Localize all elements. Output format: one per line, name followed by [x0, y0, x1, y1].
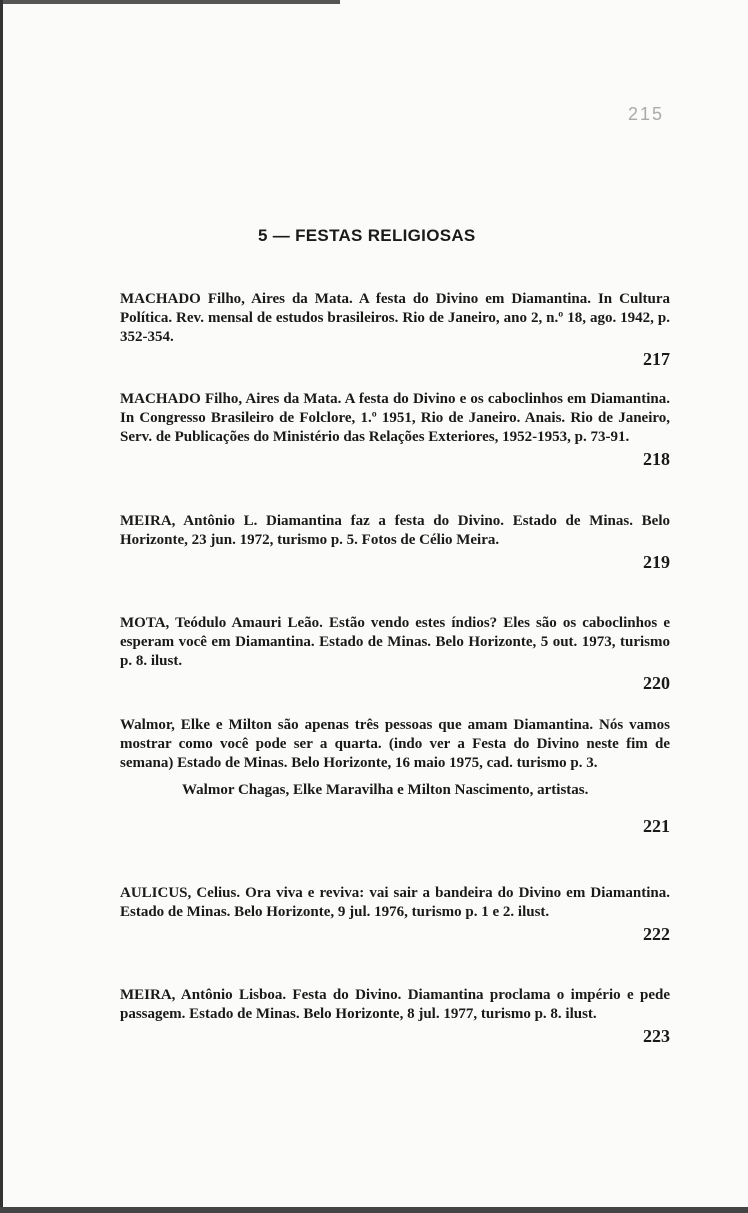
page-number: 215 [628, 104, 665, 124]
section-title: 5 — FESTAS RELIGIOSAS [258, 226, 476, 245]
scan-top-border [0, 0, 340, 4]
entry-text: MEIRA, Antônio Lisboa. Festa do Divino. Diamantina proclama o império e pede passagem. Estado de Minas. Belo Horizonte, 8 jul. 1977, turismo p. 8. ilust. [120, 987, 670, 1022]
entry-220 [120, 614, 670, 694]
entry-text: MACHADO Filho, Aires da Mata. A festa do Divino em Diamantina. In Cultura Política. Rev. mensal de estudos brasileiros. Rio de Janeiro, ano 2, n.º 18, ago. 1942, p. 352-354. [120, 291, 670, 345]
entry-text: MEIRA, Antônio L. Diamantina faz a festa do Divino. Estado de Minas. Belo Horizonte, 23 jun. 1972, turismo p. 5. Fotos de Célio Meira. [120, 513, 670, 548]
entry-number: 218 [643, 449, 670, 469]
entry-number: 221 [643, 816, 670, 836]
entry-text: MACHADO Filho, Aires da Mata. A festa do Divino e os caboclinhos em Diamantina. In Congresso Brasileiro de Folclore, 1.º 1951, Rio de Janeiro. Anais. Rio de Janeiro, Serv. de Publicações do Ministério das Relações Exteriores, 1952-1953, p. 73-91. [120, 391, 670, 445]
scan-left-border [0, 0, 3, 1213]
entry-number: 222 [643, 924, 670, 944]
scan-bottom-border [0, 1207, 748, 1213]
entry-219 [120, 512, 670, 573]
entry-222 [120, 884, 670, 945]
entry-223 [120, 986, 670, 1047]
entry-number: 223 [643, 1026, 670, 1046]
entry-221 [120, 716, 670, 837]
entry-number: 220 [643, 673, 670, 693]
entry-note: Walmor Chagas, Elke Maravilha e Milton Nascimento, artistas. [182, 782, 589, 798]
entry-217 [120, 290, 670, 370]
entry-text: AULICUS, Celius. Ora viva e reviva: vai sair a bandeira do Divino em Diamantina. Estado de Minas. Belo Horizonte, 9 jul. 1976, turismo p. 1 e 2. ilust. [120, 885, 670, 920]
entry-number: 217 [643, 349, 670, 369]
entry-text: MOTA, Teódulo Amauri Leão. Estão vendo estes índios? Eles são os caboclinhos e esperam você em Diamantina. Estado de Minas. Belo Horizonte, 5 out. 1973, turismo p. 8. ilust. [120, 615, 670, 669]
entry-text: Walmor, Elke e Milton são apenas três pessoas que amam Diamantina. Nós vamos mostrar como você pode ser a quarta. (indo ver a Festa do Divino neste fim de semana) Estado de Minas. Belo Horizonte, 16 maio 1975, cad. turismo p. 3. [120, 717, 670, 771]
entry-218 [120, 390, 670, 470]
entry-number: 219 [643, 552, 670, 572]
